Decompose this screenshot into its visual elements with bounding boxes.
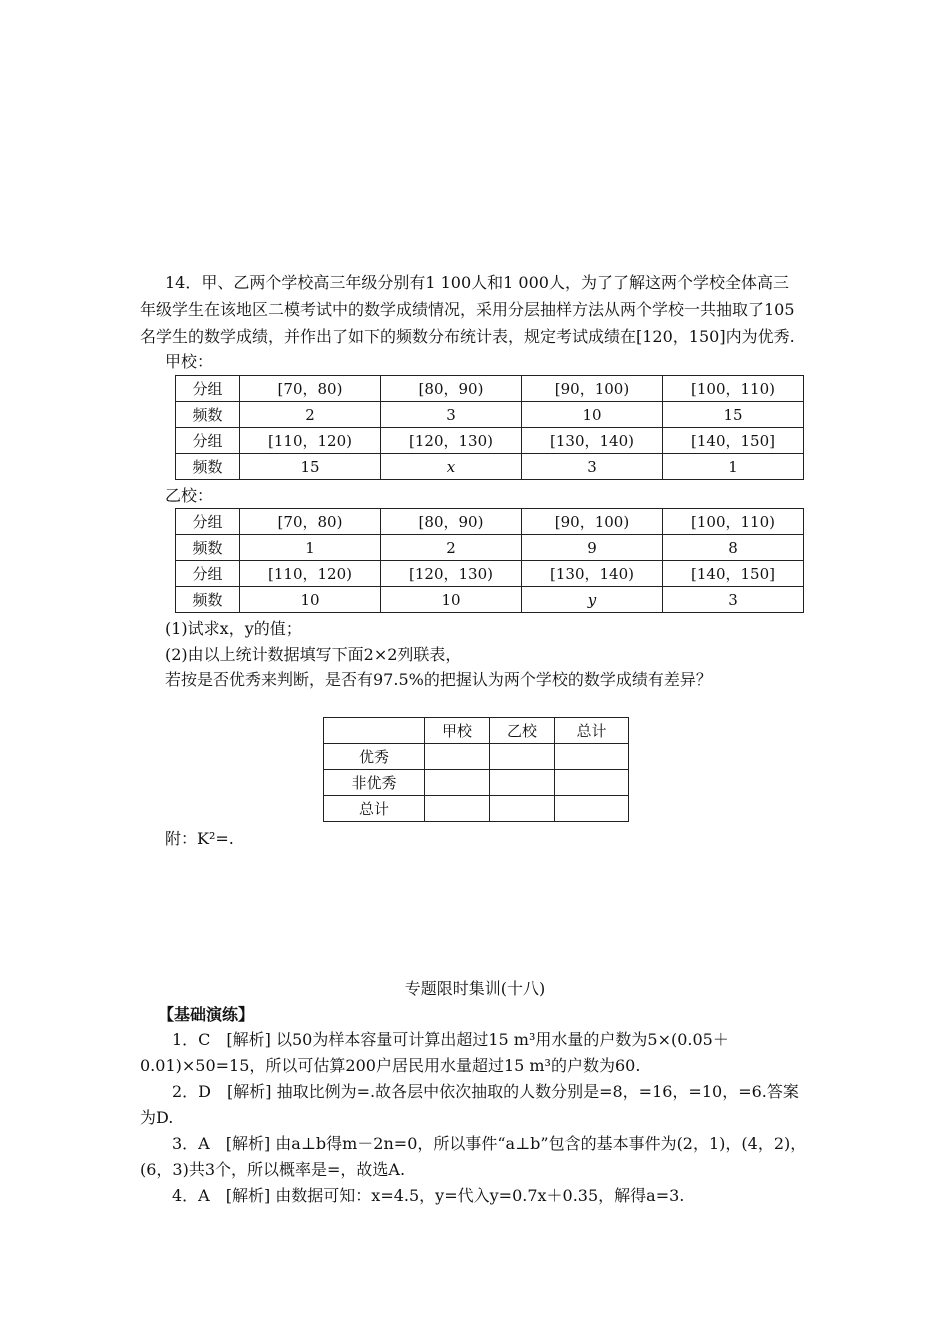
table-cell: [90，100) (522, 376, 663, 402)
table-header-cell: 总计 (555, 718, 629, 744)
row-header: 非优秀 (324, 770, 425, 796)
empty-cell (490, 744, 555, 770)
question-2-continued: 若按是否优秀来判断，是否有97.5%的把握认为两个学校的数学成绩有差异？ (165, 670, 712, 689)
table-row (324, 770, 629, 796)
table-cell: [80，90) (381, 376, 522, 402)
table-cell: [140，150] (663, 428, 804, 454)
table-header-cell: 乙校 (490, 718, 555, 744)
table-cell: [100，110) (663, 376, 804, 402)
empty-cell (425, 770, 490, 796)
table-cell: 15 (663, 402, 804, 428)
table-cell: [70，80) (240, 509, 381, 535)
table-cell: 9 (522, 535, 663, 561)
table-cell: [90，100) (522, 509, 663, 535)
empty-cell (555, 744, 629, 770)
table-cell: 2 (240, 402, 381, 428)
table-cell: 10 (522, 402, 663, 428)
table-cell: [100，110) (663, 509, 804, 535)
table-cell: y (522, 587, 663, 613)
answer-2-line-2: 为D. (140, 1108, 174, 1127)
question-1: (1)试求x，y的值； (165, 619, 302, 638)
table-header-cell: 甲校 (425, 718, 490, 744)
table-cell: [70，80) (240, 376, 381, 402)
table-row (176, 376, 804, 402)
answer-4-line-1: 4．A [解析] 由数据可知：x=4.5，y=代入y=0.7x＋0.35，解得a=3. (172, 1186, 685, 1205)
answer-2-line-1: 2．D [解析] 抽取比例为=.故各层中依次抽取的人数分别是=8，=16，=10，=6.答案 (172, 1082, 799, 1101)
answers-title: 专题限时集训(十八) (404, 979, 546, 998)
table-cell: x (381, 454, 522, 480)
answer-1-line-2: 0.01)×50=15，所以可估算200户居民用水量超过15 m³的户数为60. (140, 1056, 641, 1075)
row-header: 优秀 (324, 744, 425, 770)
row-header: 分组 (176, 376, 240, 402)
table-row (176, 428, 804, 454)
table-row (176, 402, 804, 428)
problem-line-3: 名学生的数学成绩，并作出了如下的频数分布统计表，规定考试成绩在[120，150]内为优秀. (140, 327, 795, 346)
problem-line-1: 14．甲、乙两个学校高三年级分别有1 100人和1 000人，为了了解这两个学校全体高三 (165, 273, 789, 292)
table-cell: [110，120) (240, 561, 381, 587)
table-cell: 10 (381, 587, 522, 613)
table-cell: 3 (663, 587, 804, 613)
row-header: 频数 (176, 454, 240, 480)
table-row (176, 587, 804, 613)
empty-cell (555, 770, 629, 796)
answer-1-line-1: 1．C [解析] 以50为样本容量可计算出超过15 m³用水量的户数为5×(0.05＋ (172, 1030, 729, 1049)
row-header: 频数 (176, 535, 240, 561)
answer-3-line-1: 3．A [解析] 由a⊥b得m－2n=0，所以事件“a⊥b”包含的基本事件为(2，1)，(4，2)， (172, 1134, 807, 1153)
row-header: 频数 (176, 587, 240, 613)
table-row (176, 454, 804, 480)
table-cell: [120，130) (381, 561, 522, 587)
section-heading: 【基础演练】 (158, 1005, 255, 1024)
question-2: (2)由以上统计数据填写下面2×2列联表， (165, 645, 462, 664)
row-header: 分组 (176, 561, 240, 587)
row-header: 分组 (176, 509, 240, 535)
answer-3-line-2: (6，3)共3个，所以概率是=，故选A. (140, 1160, 406, 1179)
empty-cell (555, 796, 629, 822)
table-cell: 1 (240, 535, 381, 561)
school-b-frequency-table (175, 508, 804, 613)
table-row (176, 509, 804, 535)
school-a-frequency-table (175, 375, 804, 480)
table-row (324, 796, 629, 822)
row-header: 频数 (176, 402, 240, 428)
table-cell: [130，140) (522, 561, 663, 587)
table-cell: [120，130) (381, 428, 522, 454)
table-cell: 2 (381, 535, 522, 561)
problem-line-2: 年级学生在该地区二模考试中的数学成绩情况，采用分层抽样方法从两个学校一共抽取了105 (140, 300, 795, 319)
table-cell: 15 (240, 454, 381, 480)
table-header-cell (324, 718, 425, 744)
table-row (324, 718, 629, 744)
table-cell: 8 (663, 535, 804, 561)
table-cell: 3 (381, 402, 522, 428)
school-a-label: 甲校： (165, 352, 214, 371)
table-cell: [140，150] (663, 561, 804, 587)
table-cell: [110，120) (240, 428, 381, 454)
empty-cell (425, 796, 490, 822)
row-header: 总计 (324, 796, 425, 822)
empty-cell (425, 744, 490, 770)
table-cell: [130，140) (522, 428, 663, 454)
contingency-table (323, 717, 629, 822)
empty-cell (490, 770, 555, 796)
table-cell: 1 (663, 454, 804, 480)
table-row (176, 535, 804, 561)
table-cell: 3 (522, 454, 663, 480)
appendix-formula: 附：K²=. (165, 829, 234, 848)
empty-cell (490, 796, 555, 822)
table-cell: 10 (240, 587, 381, 613)
table-row (176, 561, 804, 587)
school-b-label: 乙校： (165, 486, 214, 505)
table-row (324, 744, 629, 770)
row-header: 分组 (176, 428, 240, 454)
table-cell: [80，90) (381, 509, 522, 535)
